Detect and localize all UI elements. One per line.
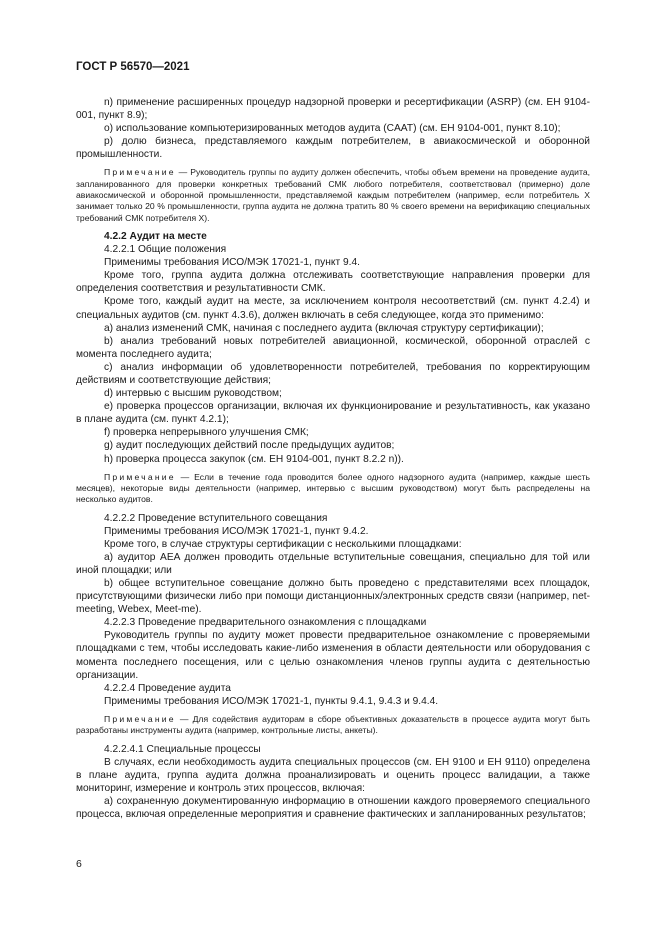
list-item: f) проверка непрерывного улучшения СМК; bbox=[104, 427, 309, 439]
note-label: Примечание bbox=[104, 713, 176, 724]
paragraph: Применимы требования ИСО/МЭК 17021-1, пункт 9.4. bbox=[104, 257, 360, 269]
note: Примечание — Руководитель группы по аудиту должен обеспечить, чтобы объем времени на проведение аудита, запланированного для проверки конкретных требований СМК любого потребителя, соответствовал (примерно) доле авиакосмической и оборонной промышленности, представляемой каждым потребителем (например, если потребитель X занимает только 20 % промышленности, группа аудита не должна тратить 80 % своего времени на верификацию специальных требований СМК потребителя X). bbox=[76, 167, 590, 223]
list-item: d) интервью с высшим руководством; bbox=[104, 388, 282, 400]
note-label: Примечание bbox=[104, 471, 176, 482]
subsection-heading: 4.2.2.1 Общие положения bbox=[104, 244, 227, 256]
paragraph: Кроме того, группа аудита должна отслеживать соответствующие направления проверки для определения соответствия и результативности СМК. bbox=[76, 270, 590, 295]
paragraph: Кроме того, каждый аудит на месте, за исключением контроля несоответствий (см. пункт 4.2.4) и специальных аудитов (см. пункт 4.3.6), должен включать в себя следующее, когда это применимо: bbox=[76, 296, 590, 321]
paragraph: o) использование компьютеризированных методов аудита (CAAT) (см. ЕН 9104-001, пункт 8.10); bbox=[104, 123, 561, 135]
paragraph: Руководитель группы по аудиту может провести предварительное ознакомление с проверяемыми площадками с тем, чтобы исследовать какие-либо изменения в области деятельности или оборудования с момента последнего посещения, или с целью ознакомления членов группы аудита с деятельностью организации. bbox=[76, 630, 590, 681]
paragraph: Кроме того, в случае структуры сертификации с несколькими площадками: bbox=[104, 538, 462, 550]
list-item: c) анализ информации об удовлетворенности потребителей, требования по корректирующим действиям и соответствующие действия; bbox=[76, 361, 590, 386]
subsection-heading: 4.2.2.4.1 Специальные процессы bbox=[104, 743, 261, 755]
list-item: h) проверка процесса закупок (см. ЕН 9104-001, пункт 8.2.2 n)). bbox=[104, 453, 404, 465]
list-item: g) аудит последующих действий после предыдущих аудитов; bbox=[104, 440, 395, 452]
subsection-heading: 4.2.2.3 Проведение предварительного ознакомления с площадками bbox=[104, 617, 427, 629]
list-item: a) сохраненную документированную информацию в отношении каждого проверяемого специального процесса, включая определенные мероприятия и сравнение фактических и запланированных результатов; bbox=[76, 795, 590, 820]
note: Примечание — Для содействия аудиторам в сборе объективных доказательств в процессе аудита могут быть разработаны инструменты аудита (например, контрольные листы, анкеты). bbox=[76, 713, 591, 736]
list-item: b) общее вступительное совещание должно быть проведено с представителями всех площадок, присутствующими физически либо при помощи дистанционных/электронных средств связи (например, net-meeting, Webex, Meet-me). bbox=[76, 578, 590, 616]
paragraph: Применимы требования ИСО/МЭК 17021-1, пункты 9.4.1, 9.4.3 и 9.4.4. bbox=[104, 695, 439, 707]
document-header: ГОСТ Р 56570—2021 bbox=[76, 61, 190, 73]
page-number: 6 bbox=[76, 858, 82, 870]
list-item: a) анализ изменений СМК, начиная с последнего аудита (включая структуру сертификации); bbox=[104, 322, 544, 334]
document-body bbox=[76, 96, 590, 821]
list-item: e) проверка процессов организации, включая их функционирование и результативность, как указано в плане аудита (см. пункт 4.2.1); bbox=[76, 401, 590, 426]
paragraph: В случаях, если необходимость аудита специальных процессов (см. ЕН 9100 и ЕН 9110) определена в плане аудита, группа аудита должна проанализировать и оценить процесс валидации, а также мониторинг, измерение и контроль этих процессов, включая: bbox=[76, 756, 590, 794]
paragraph: Применимы требования ИСО/МЭК 17021-1, пункт 9.4.2. bbox=[104, 525, 369, 537]
paragraph: p) долю бизнеса, представляемого каждым потребителем, в авиакосмической и оборонной промышленности. bbox=[76, 136, 590, 161]
list-item: b) анализ требований новых потребителей авиационной, космической, оборонной отраслей с момента последнего аудита; bbox=[76, 335, 590, 360]
subsection-heading: 4.2.2.4 Проведение аудита bbox=[104, 682, 231, 694]
paragraph: n) применение расширенных процедур надзорной проверки и ресертификации (ASRP) (см. ЕН 9104-001, пункт 8.9); bbox=[76, 97, 590, 122]
note: Примечание — Если в течение года проводится более одного надзорного аудита (например, каждые шесть месяцев), некоторые виды деятельности (например, интервью с высшим руководством) могут быть распределены на несколько аудитов. bbox=[76, 471, 590, 505]
note-label: Примечание bbox=[104, 167, 176, 178]
section-heading: 4.2.2 Аудит на месте bbox=[104, 230, 207, 242]
list-item: a) аудитор AEA должен проводить отдельные вступительные совещания, специально для той или иной площадки; или bbox=[76, 551, 590, 576]
subsection-heading: 4.2.2.2 Проведение вступительного совещания bbox=[104, 512, 328, 524]
